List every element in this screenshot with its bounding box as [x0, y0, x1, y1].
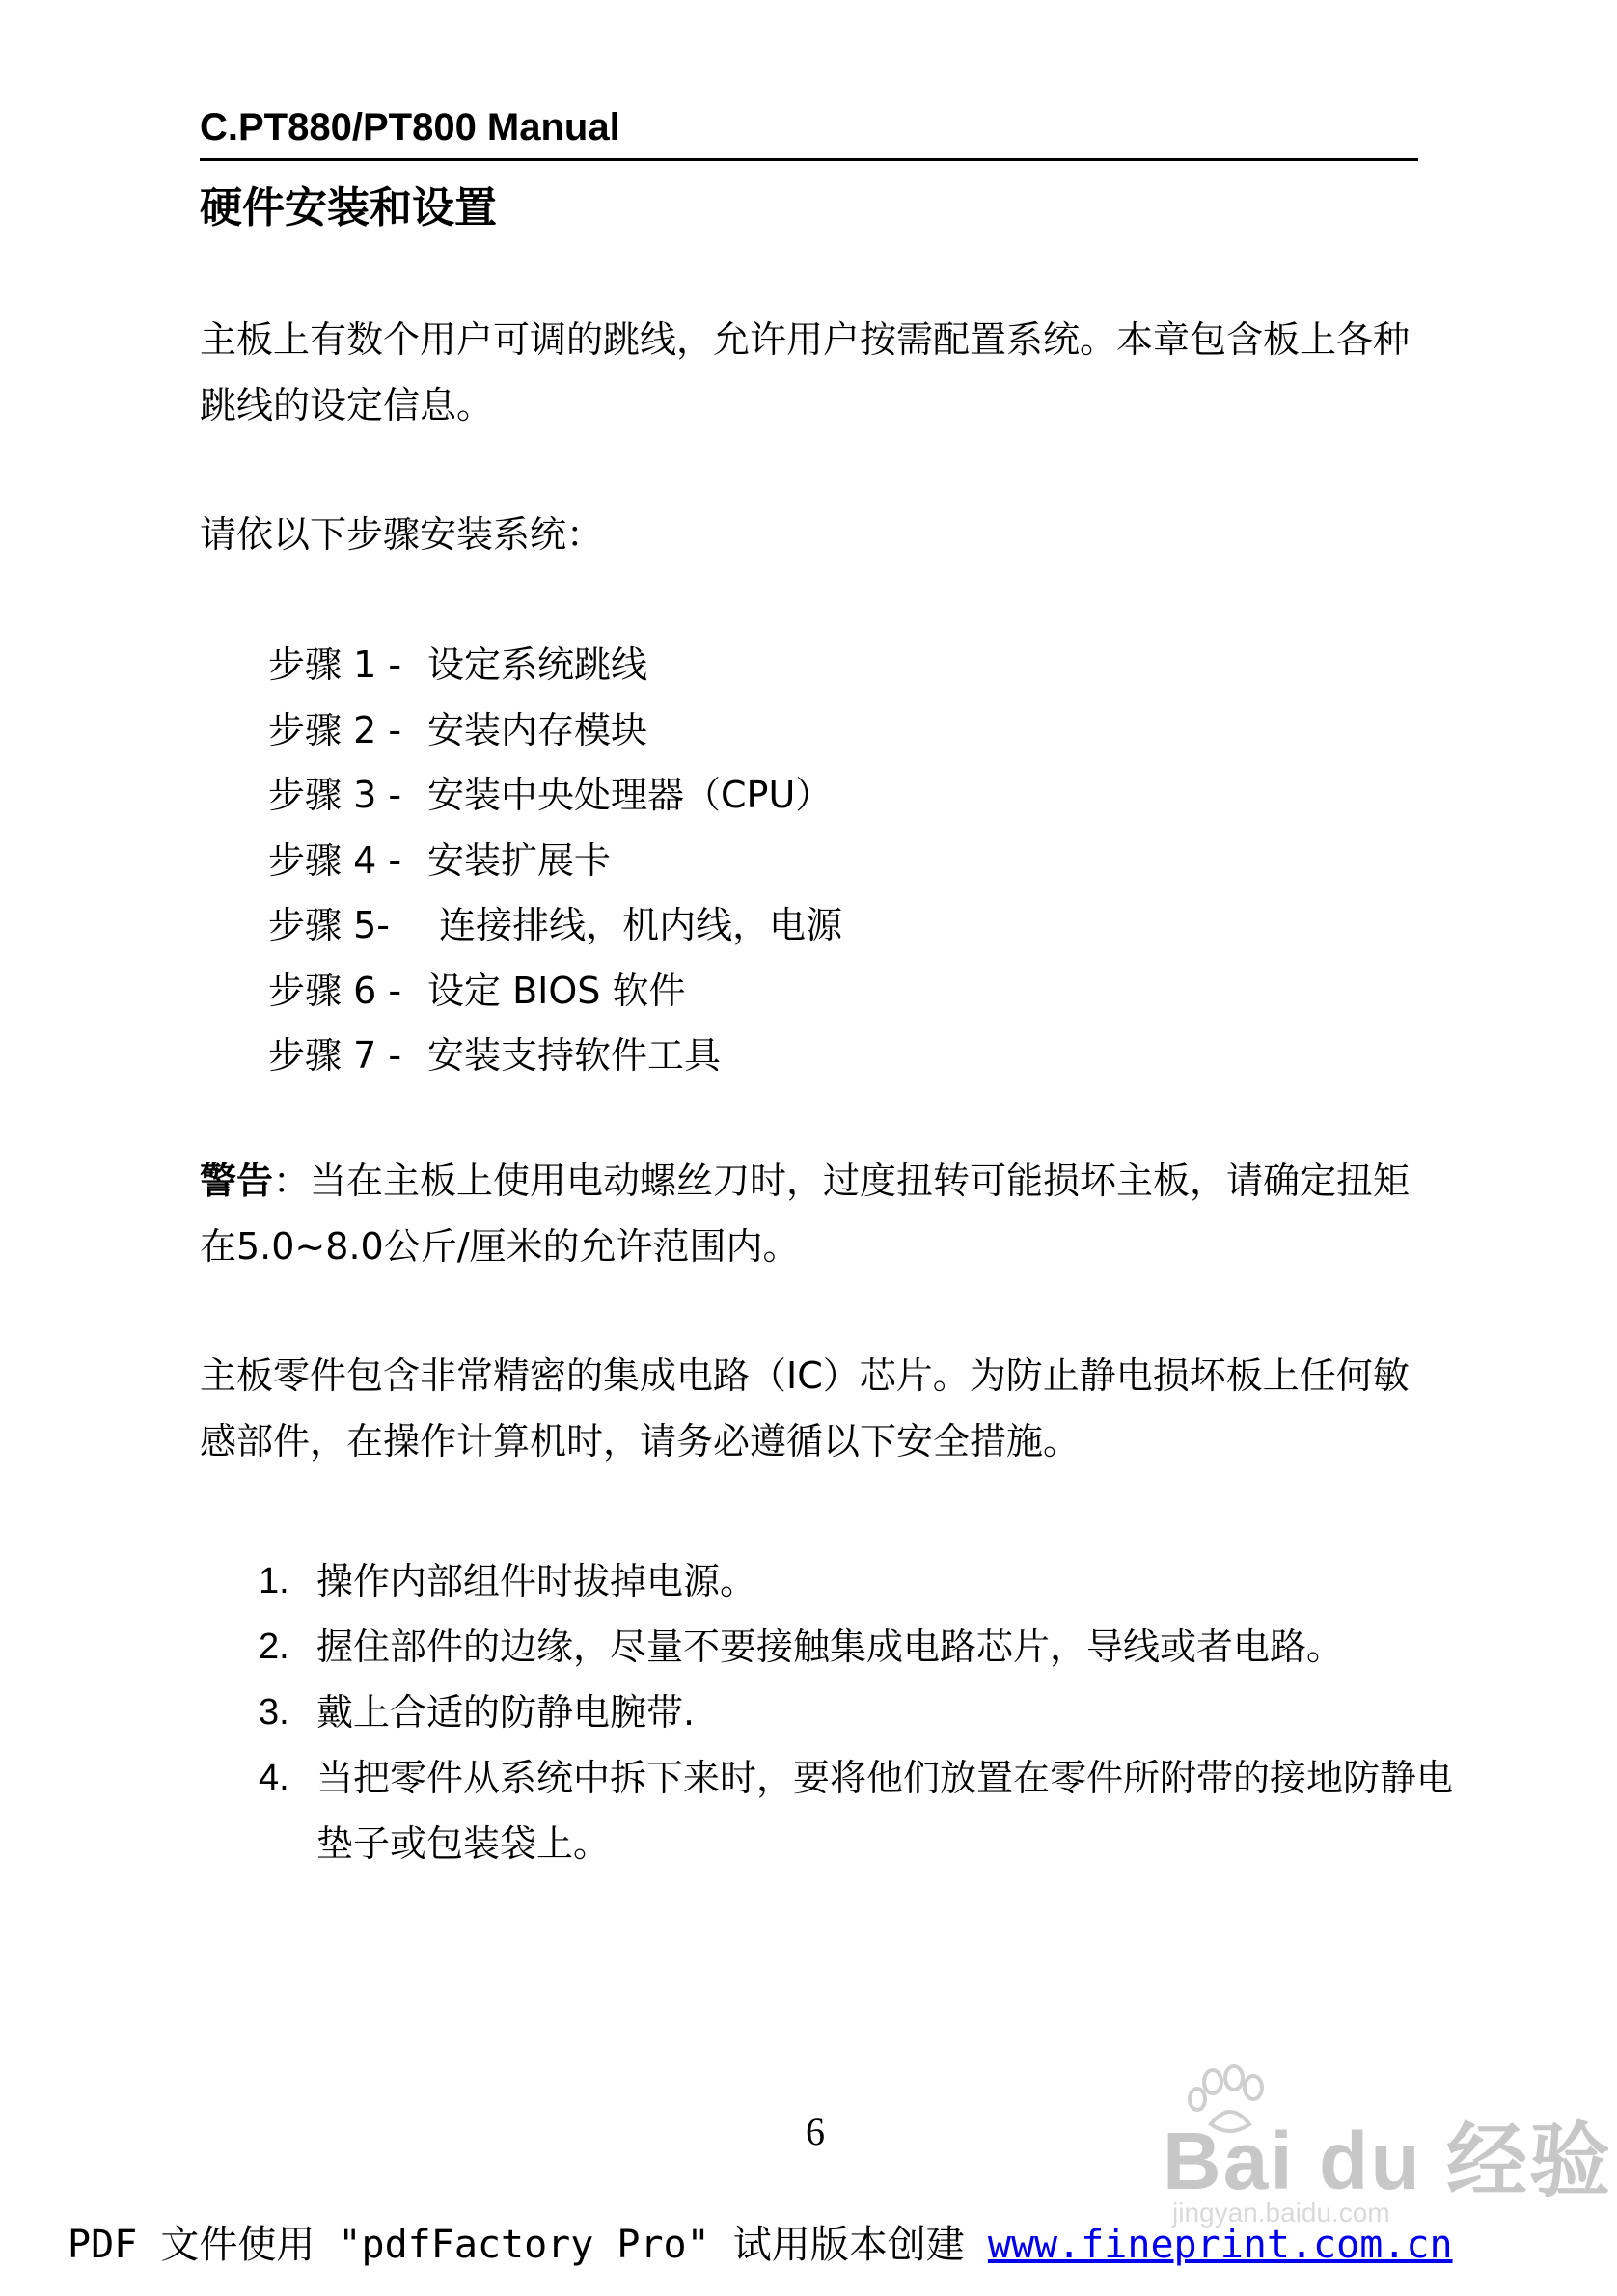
manual-header-title: C.PT880/PT800 Manual — [200, 106, 620, 149]
step-item — [268, 1024, 842, 1089]
header-divider — [200, 158, 1418, 161]
list-index: 1. — [259, 1561, 289, 1601]
section-heading: 硬件安装和设置 — [200, 183, 497, 232]
list-item — [259, 1614, 1465, 1680]
step-text: 连接排线，机内线，电源 — [427, 904, 843, 946]
step-number: 步骤 4 - — [268, 838, 402, 882]
step-text: 安装内存模块 — [427, 708, 648, 752]
warning-label: 警告 — [200, 1160, 274, 1202]
list-index: 3. — [259, 1692, 289, 1733]
list-index: 2. — [259, 1626, 289, 1667]
step-text: 安装中央处理器（CPU） — [427, 774, 833, 816]
list-item — [259, 1745, 1465, 1876]
footer-link[interactable]: www.fineprint.com.cn — [987, 2223, 1453, 2267]
intro-paragraph: 主板上有数个用户可调的跳线，允许用户按需配置系统。本章包含板上各种跳线的设定信息。 — [200, 318, 1411, 426]
list-text: 握住部件的边缘，尽量不要接触集成电路芯片，导线或者电路。 — [316, 1626, 1344, 1668]
step-item — [268, 959, 842, 1025]
ic-paragraph: 主板零件包含非常精密的集成电路（IC）芯片。为防止静电损坏板上任何敏感部件，在操作计算机时，请务必遵循以下安全措施。 — [200, 1354, 1410, 1462]
list-item — [259, 1548, 1465, 1614]
list-item — [259, 1680, 1465, 1745]
step-item — [268, 893, 842, 959]
warning-paragraph — [200, 1148, 1444, 1279]
step-text: 设定 BIOS 软件 — [427, 969, 686, 1012]
footer-text: PDF 文件使用 "pdfFactory Pro" 试用版本创建 — [68, 2223, 988, 2267]
pdf-footer — [68, 2219, 1453, 2271]
baidu-watermark — [1153, 2064, 1613, 2228]
step-item — [268, 633, 842, 698]
list-text: 当把零件从系统中拆下来时，要将他们放置在零件所附带的接地防静电垫子或包装袋上。 — [316, 1757, 1454, 1865]
steps-list — [268, 633, 842, 1089]
step-text: 安装扩展卡 — [427, 838, 612, 882]
list-text: 戴上合适的防静电腕带. — [316, 1691, 696, 1734]
step-number: 步骤 3 - — [268, 774, 402, 816]
step-item — [268, 698, 842, 764]
step-number: 步骤 2 - — [268, 708, 402, 752]
steps-intro: 请依以下步骤安装系统： — [200, 513, 604, 556]
step-text: 安装支持软件工具 — [427, 1034, 722, 1077]
step-number: 步骤 7 - — [268, 1034, 402, 1077]
list-text: 操作内部组件时拔掉电源。 — [316, 1560, 757, 1602]
step-text: 设定系统跳线 — [427, 643, 648, 686]
step-number: 步骤 6 - — [268, 969, 402, 1012]
safety-list — [259, 1548, 1465, 1876]
step-item — [268, 829, 842, 894]
watermark-url: jingyan.baidu.com — [1172, 2198, 1390, 2228]
warning-text: ：当在主板上使用电动螺丝刀时，过度扭转可能损坏主板，请确定扭矩在5.0~8.0公斤/厘米的允许范围内。 — [200, 1160, 1411, 1268]
list-index: 4. — [259, 1758, 289, 1798]
watermark-logo-text: Bai du 经验 — [1163, 2116, 1613, 2206]
step-item — [268, 763, 842, 829]
step-number: 步骤 5- — [268, 904, 390, 946]
page-number: 6 — [806, 2110, 825, 2153]
step-number: 步骤 1 - — [268, 643, 402, 686]
